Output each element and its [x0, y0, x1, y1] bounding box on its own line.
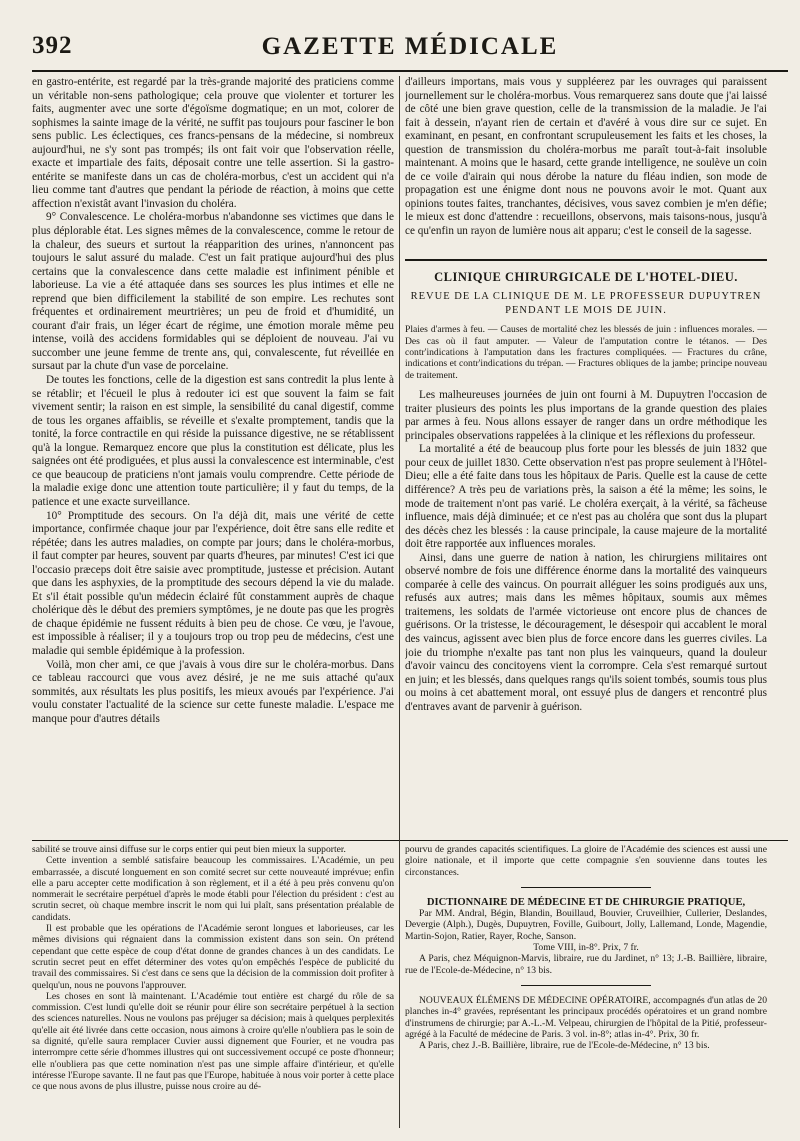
paragraph: Cette invention a semblé satisfaire beaucoup les commissaires. L'Académie, un peu embarrassée, a discuté longuement en son comité secret sur cette nouveauté imprévue; enfin elle a paru accepter cette modification à son règlement, et il a été à peu près convenu qu'on nommerait le secrétaire perpétuel d'après le mode établi pour l'élection du président : c'est au scrutin secret, où chaque membre inscrit le nom qui lui plaît, sans présentation préalable de candidats. — [32, 855, 394, 923]
ad-divider — [521, 985, 651, 986]
paragraph: Il est probable que les opérations de l'Académie seront longues et laborieuses, car les mêmes divisions qui régnaient dans la commission existent dans son sein. On prétend cependant que cette espèce de coup d'état donne de grandes chances à un des candidats. Le scrutin secret peut en effet déterminer des votes qu'on empêchés l'espèce de publicité du travail des commissaires. Si c'est dans ce sens que la décision de la commission doit profiter à quelqu'un, nous ne pouvons l'approuver. — [32, 923, 394, 991]
paragraph: De toutes les fonctions, celle de la digestion est sans contredit la plus lente à se rétablir; et l'écueil le plus à redouter ici est que souvent la faim se fait vivement sentir; la raison en est simple, la sensibilité du canal digestif, comme de tous les organes affaiblis, se réveille et s'exalte promptement, tandis que la tonité, la force contractile en qui réside la puissance digestive, ne se rétablissent qu'à la longue. Remarquez encore que plus la constitution est délicate, plus les saignées ont été prodiguées, et plus aussi la convalescence est interminable, c'est ce que beaucoup de praticiens n'ont jamais voulu comprendre. Cette période de la maladie exige donc une attention toute particulière; il y faut du temps, de la patience et une exacte surveillance. — [32, 374, 394, 508]
paragraph: Ainsi, dans une guerre de nation à nation, les chirurgiens militaires ont observé nombre de fois une différence énorme dans la mortalité des vainqueurs comparée à celle des vaincus. On pourrait alléguer les soins prodigués aux uns, refusés aux autres; mais dans les mêmes hôpitaux, soumis aux mêmes traitemens, les soldats de l'armée victorieuse ont encore plus de chances de guérisons. Or la tristesse, le découragement, le désespoir qui accablent le moral des vaincus, agissent avec bien plus de force encore dans les guerres civiles. La joie du triomphe n'exalte pas tant non plus les vainqueurs, quand la douleur d'avoir vaincu des concitoyens vient la corrompre. Cela s'est remarqué surtout en juin; et les blessés, dans quelques rangs qu'ils soient tombés, soumis tous plus ou moins à cet abattement moral, ont essuyé plus de dangers et rencontré plus d'entraves avant de parvenir à guérison. — [405, 551, 767, 713]
page-number: 392 — [32, 32, 73, 59]
paragraph: 10° Promptitude des secours. On l'a déjà dit, mais une vérité de cette importance, confirmée chaque jour par l'expérience, doit être sans elle redite et répétée; dans les autres maladies, on compte par jours; dans le choléra-morbus, il faut compter par heures, souvent par quarts d'heures, par minutes! C'est ici que l'occasio præceps doit être saisie avec promptitude, justesse et précision. Autant que dans les asphyxies, de la promptitude des secours dépend la vie du malade. Et s'il était possible qu'un médecin éclairé fût constamment auprès de chaque cholérique dès le début des premiers symptômes, je ne doute pas que les progrès de chaque épidémie ne fussent réduits à bien peu de chose. Ce vœu, je l'avoue, est impossible à réaliser; il y a toujours trop ou trop peu de médecins, c'est une maladie qui semble épidémique à la profession. — [32, 509, 394, 657]
paragraph: en gastro-entérite, est regardé par la très-grande majorité des praticiens comme un véritable non-sens pathologique; cela prouve que violenter et torturer les faits, augmenter avec une sorte d'égoïsme dogmatique; en un mot, colorer de sophismes la sainte image de la vérité, ne suffit pas toujours pour fasciner le bon sens public. Les éclectiques, ces francs-pensans de la médecine, si nombreux aujourd'hui, ne s'y sont pas trompés; ils ont fait voir que l'observation réelle, exacte et impartiale des faits, déposait contre une telle assertion. Si la gastro-entérite se manifeste dans un cas de choléra-morbus, c'est un accident qui n'a lieu comme tant d'autres que pendant la période de réaction, à moins que cette affection n'existât avant l'invasion du choléra. — [32, 76, 394, 210]
ad-text: NOUVEAUX ÉLÉMENS DE MÉDECINE OPÉRATOIRE, accompagnés d'un atlas de 20 planches in-4° gravées, représentant les principaux procédés opératoires et un grand nombre d'instrumens de chirurgie; par A.-L.-M. Velpeau, chirurgien de l'hôpital de la Pitié, professeur-agrégé à la Faculté de médecine de Paris. 3 vol. in-8°; atlas in-4°. Prix, 30 fr. — [405, 994, 767, 1040]
feuilleton-left-column — [32, 844, 394, 1130]
paragraph: sabilité se trouve ainsi diffuse sur le corps entier qui peut bien mieux la supporter. — [32, 844, 346, 855]
clinique-subtitle-line: REVUE DE LA CLINIQUE DE M. LE PROFESSEUR DUPUYTREN — [410, 291, 762, 303]
ad-authors: Par MM. Andral, Bégin, Blandin, Bouillaud, Bouvier, Cruveilhier, Cullerier, Deslandes, Devergie (Alph.), Dugès, Dupuytren, Foville, Guibourt, Jolly, Lallemand, Londe, Magendie, Martin-Sojon, Ratier, Rayer, Roche, Sanson. — [405, 908, 767, 942]
main-article-area — [32, 76, 788, 838]
ad-price: Tome VIII, in-8°. Prix, 7 fr. — [533, 942, 639, 954]
feuilleton-area — [32, 844, 788, 1130]
paragraph: Les choses en sont là maintenant. L'Académie tout entière est chargé du rôle de sa commission. C'est lundi qu'elle doit se réunir pour élire son secrétaire perpétuel à la section des sciences naturelles. Nous ne voulons pas préjuger sa décision; mais à quelques perplexités qu'elle ait été livrée dans cette occasion, nous aimons à croire qu'elle n'oubliera pas le soin de sa dignité, qu'elle saura remplacer Cuvier aussi dignement que Fourier, et ne voudra pas interrompre cette série d'hommes illustres qui ont successivement occupé ce poste d'honneur; elle n'oubliera pas que cette nomination n'est pas une simple affaire d'intérieur, et qu'elle intéresse l'Europe savante. Il ne faut pas que l'Europe, habituée à nous voir porter à cette place ce que nous avons de plus illustre, puisse nous croire au dé- — [32, 990, 394, 1093]
paragraph: pourvu de grandes capacités scientifiques. La gloire de l'Académie des sciences est aussi une gloire nationale, et il importe que cette compagnie s'en souvienne dans toutes les circonstances. — [405, 844, 767, 878]
feuilleton-right-column — [405, 844, 767, 1130]
masthead-title: GAZETTE MÉDICALE — [261, 33, 559, 60]
page-header — [32, 30, 788, 72]
paragraph: d'ailleurs importans, mais vous y suppléerez par les ouvrages qui paraissent journellement sur le choléra-morbus. Vous remarquerez sans doute que j'ai laissé de côté une bien grave question, celle de la transmission de la maladie. Je l'ai fait à dessein, n'ayant rien de certain et d'avéré à vous dire sur ce sujet. En examinant, en pesant, en confrontant scrupuleusement les faits et les choses, la question de transmission du choléra-morbus me paraît tout-à-fait insoluble maintenant. A moins que le hasard, cette grande intelligence, ne soulève un coin de ce voile d'airain qui nous dérobe la nature du fléau indien, son mode de propagation est une énigme dont nous ne pouvons avoir le mot. Quant aux opinions toutes faites, tranchantes, décisives, vous savez combien je m'en défie; le mieux est donc d'attendre : recueillons, observons, mais taisons-nous, jusqu'à ce qu'enfin un rayon de lumière nous ait apparu; c'est le conseil de la sagesse. — [405, 76, 767, 238]
ad-divider — [521, 887, 651, 888]
newspaper-page — [32, 30, 788, 1130]
clinique-section-title: CLINIQUE CHIRURGICALE DE L'HOTEL-DIEU. — [405, 259, 767, 285]
left-column — [32, 76, 394, 838]
ad-address: A Paris, chez Méquignon-Marvis, libraire, rue du Jardinet, n° 13; J.-B. Baillière, libraire, rue de l'Ecole-de-Médecine, n° 13 bis. — [405, 953, 767, 976]
feuilleton-divider — [32, 840, 788, 841]
paragraph: La mortalité a été de beaucoup plus forte pour les blessés de juin 1832 que pour ceux de juillet 1830. Cette observation n'est pas propre seulement à l'Hôtel-Dieu; elle a été faite dans tous les hôpitaux de Paris. Quelle est la cause de cette différence? A très peu de variations près, la saison a été la même; les soins, le mode de traitement n'ont pas varié. Le choléra exerçait, à la vérité, sa fâcheuse influence, mais déjà diminuée; et ce n'est pas au choléra que sont dus la plupart des décès chez les blessés : la cause principale, la cause majeure de la mortalité doit être rapportée aux influences morales. — [405, 443, 767, 551]
paragraph: Voilà, mon cher ami, ce que j'avais à vous dire sur le choléra-morbus. Dans ce tableau raccourci que vous avez désiré, je ne me suis attaché qu'aux sommités, aux résultats les plus positifs, les mieux avoués par l'expérience. J'ai voulu constater l'actualité de la science sur cette funeste maladie. L'espace me manque pour d'autres détails — [32, 658, 394, 725]
paragraph: 9° Convalescence. Le choléra-morbus n'abandonne ses victimes que dans le plus déplorable état. Les signes mêmes de la convalescence, comme le retour de la chaleur, des sueurs et surtout la réapparition des urines, n'annoncent pas toujours le salut assuré du malade. C'est un fait pratique aujourd'hui des plus certains que la convalescence dans cette maladie est infiniment pénible et laborieuse. La vie a été attaquée dans ses sources les plus intimes et elle ne reprend que bien difficilement la stabilité de son empire. Les rechutes sont fréquentes et ordinairement meurtrières; un peu de froid et d'humidité, un courant d'air frais, un léger écart de régime, une émotion morale même peu intense, voilà des accidens formidables qui se déploient de nouveau. J'ai vu succomber une jeune femme de trente ans, qui, convalescente, fut réveillée en sursaut par la chute d'un vase de porcelaine. — [32, 211, 394, 373]
clinique-subtitle-line: PENDANT LE MOIS DE JUIN. — [505, 305, 667, 317]
ad-title: DICTIONNAIRE DE MÉDECINE ET DE CHIRURGIE PRATIQUE, — [426, 896, 746, 908]
right-column — [405, 76, 767, 838]
paragraph: Les malheureuses journées de juin ont fourni à M. Dupuytren l'occasion de traiter plusieurs des points les plus importans de la grande question des plaies par armes à feu. Nous allons essayer de ranger dans un ordre méthodique les principales observations rappelées à la clinique et les réflexions du professeur. — [405, 389, 767, 442]
ad-address: A Paris, chez J.-B. Baillière, libraire, rue de l'Ecole-de-Médecine, n° 13 bis. — [419, 1040, 710, 1052]
clinique-subtitle — [405, 290, 767, 318]
clinique-summary: Plaies d'armes à feu. — Causes de mortalité chez les blessés de juin : influences morales. — Des cas où il faut amputer. — Valeur de l'amputation contre le tétanos. — Des contr'indications à l'amputation dans les fractures compliquées. — Fractures du crâne, indications et contr'indications du trépan. — Fractures obliques de la jambe; principe nouveau de traitement. — [405, 324, 767, 381]
